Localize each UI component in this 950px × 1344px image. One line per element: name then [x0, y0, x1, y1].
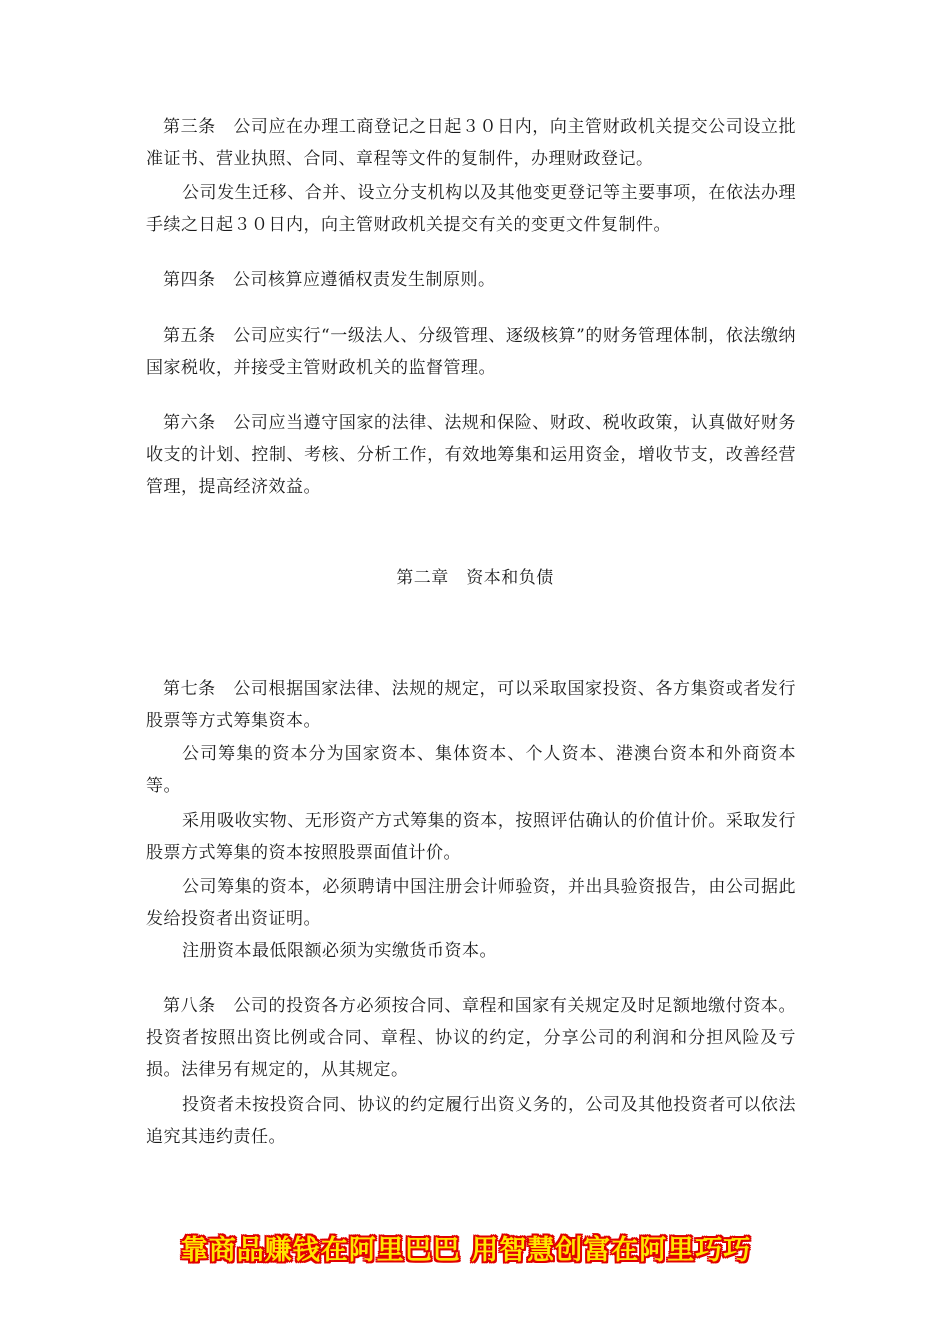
article-3-paragraph-1: 第三条 公司应在办理工商登记之日起３０日内，向主管财政机关提交公司设立批准证书、营业执照、合同、章程等文件的复制件，办理财政登记。 [146, 117, 796, 169]
article-7-paragraph-5: 注册资本最低限额必须为实缴货币资本。 [182, 941, 497, 961]
article-7-paragraph-2: 公司筹集的资本分为国家资本、集体资本、个人资本、港澳台资本和外商资本等。 [146, 744, 796, 796]
article-7-paragraph-4: 公司筹集的资本，必须聘请中国注册会计师验资，并出具验资报告，由公司据此发给投资者出资证明。 [146, 877, 796, 929]
article-7-paragraph-1: 第七条 公司根据国家法律、法规的规定，可以采取国家投资、各方集资或者发行股票等方式筹集资本。 [146, 679, 796, 731]
article-7-paragraph-3: 采用吸收实物、无形资产方式筹集的资本，按照评估确认的价值计价。采取发行股票方式筹集的资本按照股票面值计价。 [146, 811, 796, 863]
advertisement-banner[interactable]: 靠商品赚钱在阿里巴巴 用智慧创富在阿里巧巧 [138, 1226, 794, 1276]
article-8-paragraph-1: 第八条 公司的投资各方必须按合同、章程和国家有关规定及时足额地缴付资本。投资者按照出资比例或合同、章程、协议的约定，分享公司的利润和分担风险及亏损。法律另有规定的，从其规定。 [146, 996, 796, 1080]
article-6-paragraph-1: 第六条 公司应当遵守国家的法律、法规和保险、财政、税收政策，认真做好财务收支的计划、控制、考核、分析工作，有效地筹集和运用资金，增收节支，改善经营管理，提高经济效益。 [146, 413, 796, 497]
article-5-paragraph-1: 第五条 公司应实行“一级法人、分级管理、逐级核算”的财务管理体制，依法缴纳国家税收，并接受主管财政机关的监督管理。 [146, 326, 796, 378]
chapter-2-heading: 第二章 资本和负债 [396, 568, 554, 588]
article-4-paragraph-1: 第四条 公司核算应遵循权责发生制原则。 [163, 270, 496, 290]
article-8-paragraph-2: 投资者未按投资合同、协议的约定履行出资义务的，公司及其他投资者可以依法追究其违约责任。 [146, 1095, 796, 1147]
article-3-paragraph-2: 公司发生迁移、合并、设立分支机构以及其他变更登记等主要事项，在依法办理手续之日起３０日内，向主管财政机关提交有关的变更文件复制件。 [146, 183, 796, 235]
